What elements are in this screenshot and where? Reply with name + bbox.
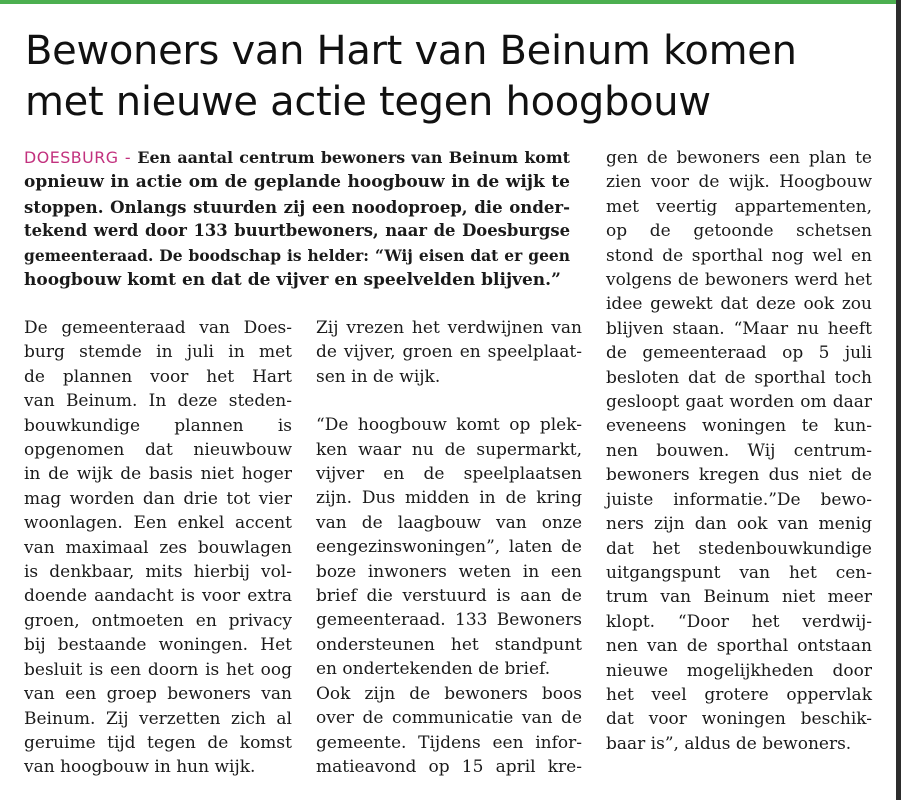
body-line: zijn. Dus midden in de kring bbox=[316, 488, 582, 509]
body-line: geruime tijd tegen de komst bbox=[24, 732, 292, 753]
body-line: nen van de sporthal ontstaan bbox=[606, 636, 872, 657]
body-line: de gemeenteraad op 5 juli bbox=[606, 343, 872, 364]
body-column-2 bbox=[316, 316, 582, 779]
lead-line: hoogbouw komt en dat de vijver en speelvelden blijven.” bbox=[24, 270, 561, 291]
body-line: De gemeenteraad van Does- bbox=[24, 318, 292, 338]
body-line: bewoners kregen dus niet de bbox=[606, 465, 872, 486]
body-line: Zij vrezen het verdwijnen van bbox=[316, 318, 582, 338]
body-line: over de communicatie van de bbox=[316, 708, 582, 729]
body-line: Beinum. Zij verzetten zich al bbox=[24, 708, 292, 729]
lead-line: DOESBURG - Een aantal centrum bewoners van Beinum komt bbox=[24, 148, 570, 167]
body-line: volgens de bewoners werd het bbox=[606, 270, 872, 291]
article-lead bbox=[24, 146, 570, 292]
body-line: van hoogbouw in hun wijk. bbox=[24, 757, 256, 778]
body-line: eengezinswoningen”, laten de bbox=[316, 537, 582, 558]
body-line: baar is”, aldus de bewoners. bbox=[606, 733, 852, 754]
body-line: trum van Beinum niet meer bbox=[606, 587, 872, 608]
body-line: nieuwe mogelijkheden door bbox=[606, 660, 872, 681]
body-line: vijver en de speelplaatsen bbox=[316, 464, 582, 485]
body-line: matieavond op 15 april kre- bbox=[316, 756, 582, 777]
lead-line: tekend werd door 133 buurtbewoners, naar de Doesburgse bbox=[24, 221, 570, 241]
body-line: eveneens woningen te kun- bbox=[606, 416, 872, 437]
body-line: in de wijk de basis niet hoger bbox=[24, 464, 292, 485]
body-line: juiste informatie.”De bewo- bbox=[606, 489, 872, 510]
headline-line: met nieuwe actie tegen hoogbouw bbox=[25, 79, 711, 125]
lead-line: stoppen. Onlangs stuurden zij een noodoproep, die onder- bbox=[24, 196, 570, 217]
body-line: ken waar nu de supermarkt, bbox=[316, 439, 582, 460]
body-line: van Beinum. In deze steden- bbox=[24, 391, 292, 412]
body-line: gesloopt gaat worden om daar bbox=[606, 392, 872, 413]
dateline: DOESBURG - bbox=[24, 148, 132, 167]
body-line: van de laagbouw van onze bbox=[316, 512, 582, 533]
body-line: met veertig appartementen, bbox=[606, 196, 872, 217]
body-line: ondersteunen het standpunt bbox=[316, 634, 582, 655]
body-line: de plannen voor het Hart bbox=[24, 366, 292, 387]
body-line: gen de bewoners een plan te bbox=[606, 148, 872, 168]
body-line: bij bestaande woningen. Het bbox=[24, 635, 292, 656]
body-line: van een groep bewoners van bbox=[24, 684, 292, 705]
body-line: boze inwoners weten in een bbox=[316, 561, 582, 582]
body-line: van maximaal zes bouwlagen bbox=[24, 537, 292, 558]
body-line: woonlagen. Een enkel accent bbox=[24, 513, 292, 534]
body-line: bouwkundige plannen is bbox=[24, 415, 292, 436]
body-line: sen in de wijk. bbox=[316, 366, 441, 387]
body-line: zien voor de wijk. Hoogbouw bbox=[606, 172, 872, 193]
body-column-1 bbox=[24, 316, 292, 780]
body-line: “De hoogbouw komt op plek- bbox=[316, 415, 582, 436]
body-line: gemeenteraad. 133 Bewoners bbox=[316, 610, 582, 631]
body-line: mag worden dan drie tot vier bbox=[24, 488, 292, 509]
body-line: brief die verstuurd is aan de bbox=[316, 586, 582, 607]
body-line: ners zijn dan ook van menig bbox=[606, 514, 872, 535]
lead-line: gemeenteraad. De boodschap is helder: “Wij eisen dat er geen bbox=[24, 245, 570, 265]
body-column-3 bbox=[606, 146, 872, 756]
body-line: en ondertekenden de brief. bbox=[316, 659, 551, 680]
paragraph-gap bbox=[316, 389, 582, 413]
body-line: stond de sporthal nog wel en bbox=[606, 245, 872, 266]
body-line: burg stemde in juli in met bbox=[24, 342, 292, 363]
article-headline bbox=[25, 26, 885, 128]
body-line: besloten dat de sporthal toch bbox=[606, 367, 872, 388]
body-line: nen bouwen. Wij centrum- bbox=[606, 440, 872, 461]
body-line: besluit is een doorn is het oog bbox=[24, 659, 292, 680]
body-line: blijven staan. “Maar nu heeft bbox=[606, 318, 872, 339]
body-line: uitgangspunt van het cen- bbox=[606, 562, 872, 583]
page-edge-border bbox=[896, 0, 901, 800]
body-line: dat voor woningen beschik- bbox=[606, 709, 872, 730]
body-line: Ook zijn de bewoners boos bbox=[316, 683, 582, 704]
body-line: gemeente. Tijdens een infor- bbox=[316, 732, 582, 753]
body-line: is denkbaar, mits hierbij vol- bbox=[24, 562, 292, 583]
body-line: idee gewekt dat deze ook zou bbox=[606, 294, 872, 315]
body-line: doende aandacht is voor extra bbox=[24, 586, 292, 607]
body-line: opgenomen dat nieuwbouw bbox=[24, 440, 292, 461]
body-line: het veel grotere oppervlak bbox=[606, 684, 872, 705]
body-line: groen, ontmoeten en privacy bbox=[24, 610, 292, 631]
body-line: op de getoonde schetsen bbox=[606, 221, 872, 242]
body-line: klopt. “Door het verdwij- bbox=[606, 611, 872, 632]
headline-line: Bewoners van Hart van Beinum komen bbox=[25, 28, 797, 74]
body-line: dat het stedenbouwkundige bbox=[606, 538, 872, 559]
body-line: de vijver, groen en speelplaat- bbox=[316, 342, 582, 363]
top-accent-rule bbox=[0, 0, 901, 4]
lead-line: opnieuw in actie om de geplande hoogbouw in de wijk te bbox=[24, 172, 570, 193]
